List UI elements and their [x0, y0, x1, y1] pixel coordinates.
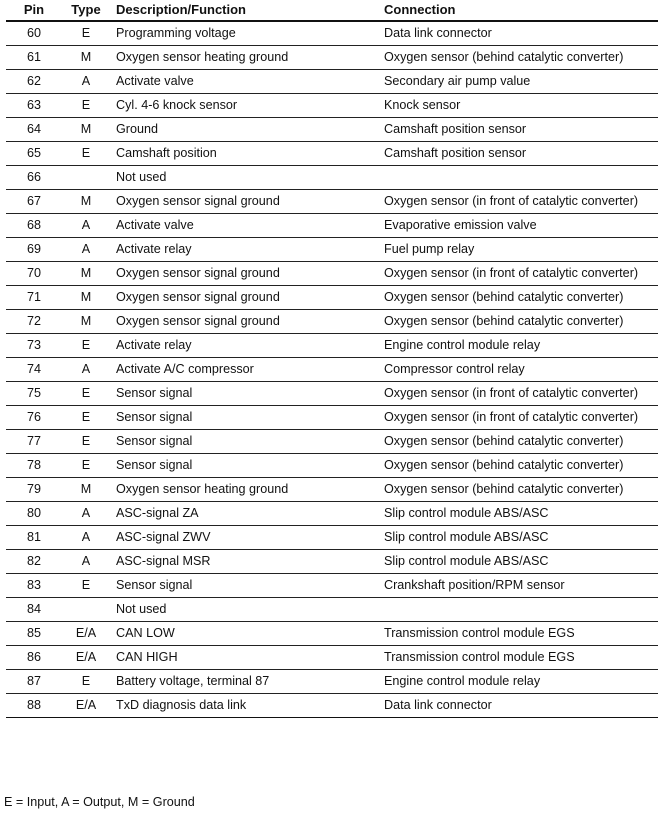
connection-cell: Slip control module ABS/ASC: [382, 502, 658, 526]
pin-cell: 72: [6, 310, 62, 334]
connection-cell: Data link connector: [382, 694, 658, 718]
type-cell: E: [62, 670, 110, 694]
connection-cell: Oxygen sensor (behind catalytic converter): [382, 430, 658, 454]
connection-cell: Slip control module ABS/ASC: [382, 526, 658, 550]
description-cell: ASC-signal ZA: [110, 502, 382, 526]
table-row: [6, 478, 658, 502]
pin-cell: 84: [6, 598, 62, 622]
pin-cell: 83: [6, 574, 62, 598]
description-cell: TxD diagnosis data link: [110, 694, 382, 718]
type-cell: M: [62, 118, 110, 142]
table-row: [6, 694, 658, 718]
table-row: [6, 550, 658, 574]
pin-cell: 65: [6, 142, 62, 166]
description-cell: Oxygen sensor heating ground: [110, 46, 382, 70]
table-row: [6, 502, 658, 526]
connection-cell: Oxygen sensor (behind catalytic converter): [382, 478, 658, 502]
table-row: [6, 358, 658, 382]
connection-cell: Data link connector: [382, 21, 658, 46]
pin-cell: 86: [6, 646, 62, 670]
type-cell: E/A: [62, 622, 110, 646]
description-cell: Oxygen sensor signal ground: [110, 190, 382, 214]
column-header-type: Type: [62, 0, 110, 21]
type-cell: A: [62, 526, 110, 550]
description-cell: Sensor signal: [110, 406, 382, 430]
type-cell: E/A: [62, 694, 110, 718]
type-cell: A: [62, 238, 110, 262]
description-cell: Not used: [110, 598, 382, 622]
pin-cell: 82: [6, 550, 62, 574]
table-row: [6, 262, 658, 286]
description-cell: Sensor signal: [110, 454, 382, 478]
pin-cell: 87: [6, 670, 62, 694]
table-row: [6, 238, 658, 262]
type-cell: A: [62, 502, 110, 526]
description-cell: Sensor signal: [110, 574, 382, 598]
table-row: [6, 406, 658, 430]
pin-cell: 74: [6, 358, 62, 382]
connection-cell: Oxygen sensor (behind catalytic converter): [382, 286, 658, 310]
table-row: [6, 430, 658, 454]
description-cell: Oxygen sensor heating ground: [110, 478, 382, 502]
table-row: [6, 526, 658, 550]
table-row: [6, 214, 658, 238]
type-cell: M: [62, 310, 110, 334]
table-row: [6, 118, 658, 142]
table-row: [6, 622, 658, 646]
pin-cell: 79: [6, 478, 62, 502]
type-cell: E: [62, 142, 110, 166]
connection-cell: Knock sensor: [382, 94, 658, 118]
table-row: [6, 334, 658, 358]
description-cell: Oxygen sensor signal ground: [110, 286, 382, 310]
description-cell: Sensor signal: [110, 430, 382, 454]
description-cell: Ground: [110, 118, 382, 142]
connection-cell: Crankshaft position/RPM sensor: [382, 574, 658, 598]
connection-cell: Camshaft position sensor: [382, 142, 658, 166]
description-cell: Activate A/C compressor: [110, 358, 382, 382]
description-cell: Activate valve: [110, 70, 382, 94]
description-cell: Camshaft position: [110, 142, 382, 166]
table-row: [6, 94, 658, 118]
type-cell: E: [62, 334, 110, 358]
connection-cell: Engine control module relay: [382, 334, 658, 358]
pin-cell: 85: [6, 622, 62, 646]
connection-cell: Evaporative emission valve: [382, 214, 658, 238]
table-row: [6, 46, 658, 70]
table-body: [6, 21, 658, 718]
type-cell: A: [62, 70, 110, 94]
table-row: [6, 21, 658, 46]
table-row: [6, 70, 658, 94]
column-header-connection: Connection: [382, 0, 658, 21]
connection-cell: Oxygen sensor (in front of catalytic converter): [382, 406, 658, 430]
pin-cell: 75: [6, 382, 62, 406]
connection-cell: Oxygen sensor (in front of catalytic converter): [382, 190, 658, 214]
type-cell: E: [62, 94, 110, 118]
description-cell: Activate relay: [110, 334, 382, 358]
type-cell: E: [62, 21, 110, 46]
table-row: [6, 310, 658, 334]
description-cell: Activate relay: [110, 238, 382, 262]
description-cell: CAN LOW: [110, 622, 382, 646]
description-cell: Not used: [110, 166, 382, 190]
type-cell: E: [62, 574, 110, 598]
type-cell: E/A: [62, 646, 110, 670]
pinout-table: [6, 0, 658, 718]
description-cell: Oxygen sensor signal ground: [110, 262, 382, 286]
type-cell: A: [62, 214, 110, 238]
type-cell: E: [62, 406, 110, 430]
pin-cell: 81: [6, 526, 62, 550]
connection-cell: Oxygen sensor (in front of catalytic converter): [382, 262, 658, 286]
table-row: [6, 286, 658, 310]
pin-cell: 68: [6, 214, 62, 238]
pin-cell: 73: [6, 334, 62, 358]
description-cell: Sensor signal: [110, 382, 382, 406]
type-cell: M: [62, 46, 110, 70]
pin-cell: 63: [6, 94, 62, 118]
pin-cell: 70: [6, 262, 62, 286]
table-row: [6, 382, 658, 406]
type-cell: M: [62, 262, 110, 286]
description-cell: Programming voltage: [110, 21, 382, 46]
connection-cell: Oxygen sensor (behind catalytic converter): [382, 454, 658, 478]
pin-cell: 69: [6, 238, 62, 262]
type-cell: E: [62, 430, 110, 454]
pin-cell: 62: [6, 70, 62, 94]
type-cell: [62, 598, 110, 622]
connection-cell: Secondary air pump value: [382, 70, 658, 94]
pin-cell: 61: [6, 46, 62, 70]
type-cell: A: [62, 358, 110, 382]
connection-cell: [382, 598, 658, 622]
pin-cell: 76: [6, 406, 62, 430]
pin-cell: 80: [6, 502, 62, 526]
description-cell: Battery voltage, terminal 87: [110, 670, 382, 694]
description-cell: ASC-signal MSR: [110, 550, 382, 574]
table-row: [6, 598, 658, 622]
type-cell: E: [62, 382, 110, 406]
type-cell: [62, 166, 110, 190]
table-row: [6, 646, 658, 670]
connection-cell: Engine control module relay: [382, 670, 658, 694]
table-row: [6, 574, 658, 598]
description-cell: Cyl. 4-6 knock sensor: [110, 94, 382, 118]
connection-cell: Slip control module ABS/ASC: [382, 550, 658, 574]
connection-cell: Oxygen sensor (behind catalytic converter): [382, 310, 658, 334]
table-row: [6, 670, 658, 694]
type-cell: A: [62, 550, 110, 574]
column-header-pin: Pin: [6, 0, 62, 21]
table-row: [6, 454, 658, 478]
table-header: [6, 0, 658, 21]
pin-cell: 66: [6, 166, 62, 190]
legend-footnote: E = Input, A = Output, M = Ground: [4, 795, 195, 809]
type-cell: M: [62, 478, 110, 502]
pin-cell: 64: [6, 118, 62, 142]
connection-cell: Oxygen sensor (in front of catalytic converter): [382, 382, 658, 406]
connection-cell: Compressor control relay: [382, 358, 658, 382]
connection-cell: Transmission control module EGS: [382, 646, 658, 670]
connection-cell: [382, 166, 658, 190]
pin-cell: 67: [6, 190, 62, 214]
connection-cell: Fuel pump relay: [382, 238, 658, 262]
table-row: [6, 142, 658, 166]
pin-cell: 88: [6, 694, 62, 718]
description-cell: CAN HIGH: [110, 646, 382, 670]
type-cell: M: [62, 190, 110, 214]
column-header-description: Description/Function: [110, 0, 382, 21]
type-cell: M: [62, 286, 110, 310]
connection-cell: Camshaft position sensor: [382, 118, 658, 142]
description-cell: ASC-signal ZWV: [110, 526, 382, 550]
connection-cell: Transmission control module EGS: [382, 622, 658, 646]
pin-cell: 77: [6, 430, 62, 454]
description-cell: Activate valve: [110, 214, 382, 238]
type-cell: E: [62, 454, 110, 478]
pin-cell: 60: [6, 21, 62, 46]
table-row: [6, 190, 658, 214]
table-row: [6, 166, 658, 190]
header-row: [6, 0, 658, 21]
connection-cell: Oxygen sensor (behind catalytic converter): [382, 46, 658, 70]
pin-cell: 78: [6, 454, 62, 478]
description-cell: Oxygen sensor signal ground: [110, 310, 382, 334]
pin-cell: 71: [6, 286, 62, 310]
